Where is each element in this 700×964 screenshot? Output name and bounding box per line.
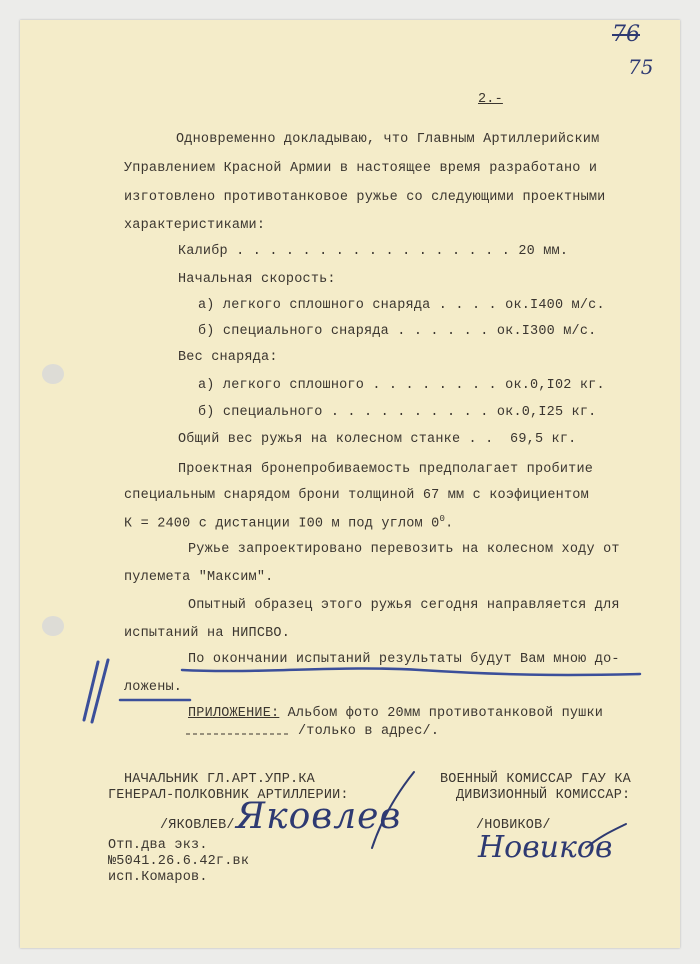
- armor-line-2: специальным снарядом брони толщиной 67 мм с коэфициентом: [124, 488, 589, 503]
- intro-line-4: характеристиками:: [124, 218, 266, 233]
- armor-line-3-period: .: [445, 516, 454, 532]
- results-line-1: По окончании испытаний результаты будут Вам мною до-: [188, 652, 620, 667]
- transport-line-1: Ружье запроектировано перевозить на колесном ходу от: [188, 542, 620, 557]
- left-signatory-name: /ЯКОВЛЕВ/: [160, 818, 235, 833]
- attachment-line-2: /только в адрес/.: [298, 724, 440, 739]
- right-signature: Новиков: [478, 830, 613, 865]
- armor-angle-degree: 0: [439, 514, 446, 524]
- transport-line-2: пулемета "Максим".: [124, 570, 274, 585]
- right-signatory-name: /НОВИКОВ/: [476, 818, 551, 833]
- armor-line-3-text: К = 2400 с дистанции I00 м под углом 0: [124, 516, 440, 532]
- spec-total-weight: Общий вес ружья на колесном станке . . 69,5 кг.: [178, 432, 577, 447]
- sample-line-2: испытаний на НИПСВО.: [124, 626, 291, 641]
- archive-number-primary: 76: [612, 22, 640, 47]
- right-signatory-title-1: ВОЕННЫЙ КОМИССАР ГАУ КА: [440, 772, 631, 787]
- intro-line-1: Одновременно докладываю, что Главным Артиллерийским: [176, 132, 600, 147]
- footer-copies: Отп.два экз.: [108, 838, 208, 853]
- spec-velocity-header: Начальная скорость:: [178, 272, 336, 287]
- spec-weight-header: Вес снаряда:: [178, 350, 278, 365]
- page-number: 2.-: [478, 92, 503, 107]
- attachment-text: Альбом фото 20мм противотанковой пушки: [279, 706, 604, 721]
- left-signature: Яковлев: [236, 796, 402, 837]
- archive-number-secondary: 75: [628, 55, 654, 79]
- armor-line-1: Проектная бронепробиваемость предполагает пробитие: [178, 462, 594, 477]
- spec-weight-a: а) легкого сплошного . . . . . . . . ок.0,I02 кг.: [198, 378, 605, 393]
- footer-reference: №5041.26.6.42г.вк: [108, 854, 250, 869]
- intro-line-2: Управлением Красной Армии в настоящее время разработано и: [124, 161, 598, 176]
- left-signatory-title-1: НАЧАЛЬНИК ГЛ.АРТ.УПР.КА: [124, 772, 315, 787]
- spec-velocity-b: б) специального снаряда . . . . . . ок.I300 м/с.: [198, 324, 597, 339]
- spec-velocity-a: а) легкого сплошного снаряда . . . . ок.I400 м/с.: [198, 298, 605, 313]
- attachment-label: ПРИЛОЖЕНИЕ:: [188, 706, 280, 721]
- spec-caliber: Калибр . . . . . . . . . . . . . . . . . 20 мм.: [178, 244, 569, 259]
- sample-line-1: Опытный образец этого ружья сегодня направляется для: [188, 598, 620, 613]
- results-line-2: ложены.: [124, 680, 183, 695]
- right-signatory-title-2: ДИВИЗИОННЫЙ КОМИССАР:: [456, 788, 631, 803]
- spec-weight-b: б) специального . . . . . . . . . . ок.0,I25 кг.: [198, 405, 597, 420]
- intro-line-3: изготовлено противотанковое ружье со следующими проектными: [124, 190, 606, 205]
- left-signatory-title-2: ГЕНЕРАЛ-ПОЛКОВНИК АРТИЛЛЕРИИ:: [108, 788, 349, 803]
- footer-executor: исп.Комаров.: [108, 870, 208, 885]
